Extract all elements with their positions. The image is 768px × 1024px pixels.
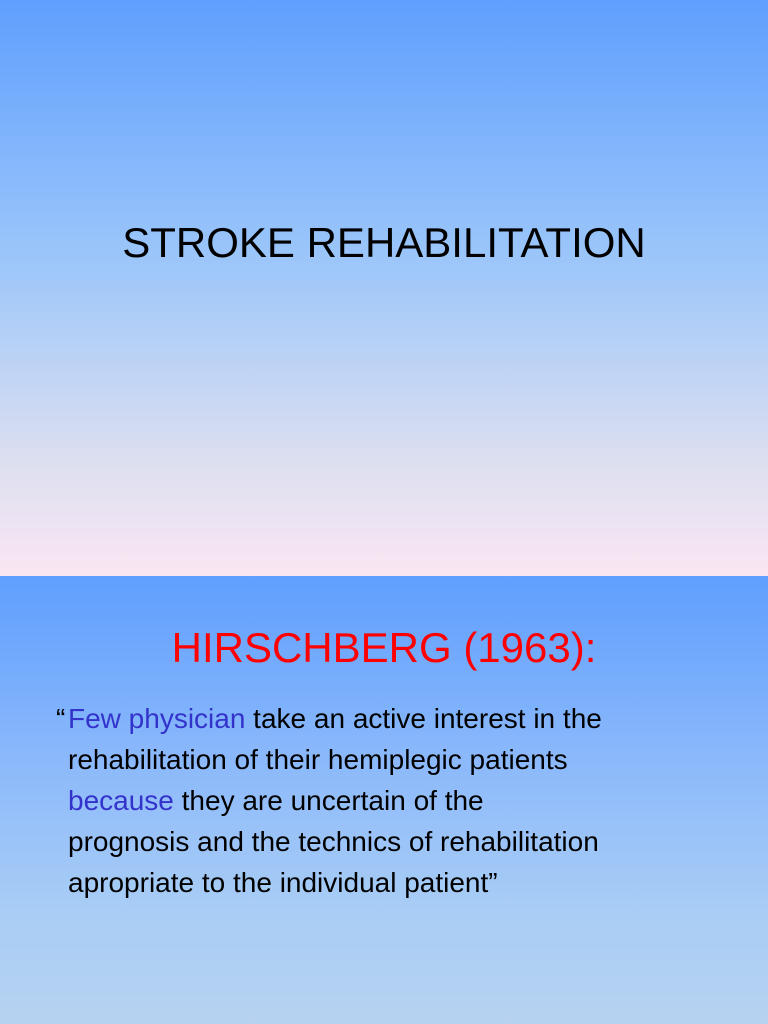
quote-text bbox=[56, 698, 748, 903]
quote-line-1 bbox=[68, 698, 748, 739]
quote-line-5: apropriate to the individual patient” bbox=[68, 867, 498, 898]
quote-line-3-text: they are uncertain of the bbox=[173, 785, 484, 816]
open-quote-mark: “ bbox=[56, 703, 66, 734]
slide-title-heading: STROKE REHABILITATION bbox=[122, 219, 646, 266]
quote-highlight-because: because bbox=[68, 785, 174, 816]
quote-line-4: prognosis and the technics of rehabilitation bbox=[68, 826, 599, 857]
quote-author-heading: HIRSCHBERG (1963): bbox=[171, 624, 597, 671]
quote-line-2: rehabilitation of their hemiplegic patients bbox=[68, 744, 568, 775]
quote-highlight-few-physician: Few physician bbox=[68, 703, 246, 734]
quote-line-3 bbox=[68, 780, 748, 821]
slide-quote bbox=[0, 576, 768, 1024]
quote-line-1-text: take an active interest in the bbox=[245, 703, 602, 734]
